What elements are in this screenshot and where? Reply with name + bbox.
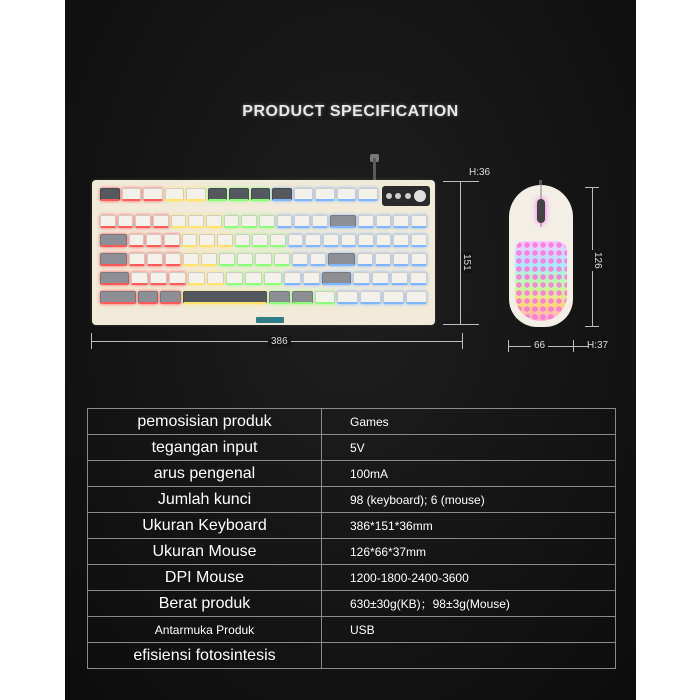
spec-value: 630±30g(KB)；98±3g(Mouse) — [322, 591, 616, 617]
spec-row — [88, 409, 616, 435]
keyboard-key — [393, 253, 409, 266]
keyboard-key — [294, 215, 310, 228]
keyboard-key — [375, 253, 391, 266]
keyboard-key — [224, 215, 240, 228]
keyboard-key — [235, 234, 251, 247]
keyboard-key — [292, 291, 313, 304]
keyboard-key — [315, 188, 335, 201]
spec-row — [88, 461, 616, 487]
keyboard-key — [150, 272, 167, 285]
keyboard-row — [100, 234, 427, 247]
keyboard-key — [100, 291, 136, 304]
spec-row — [88, 539, 616, 565]
keyboard-key — [353, 272, 370, 285]
keyboard-key — [160, 291, 181, 304]
spec-value: 1200-1800-2400-3600 — [322, 565, 616, 591]
keyboard-key — [217, 234, 233, 247]
keyboard-key — [274, 253, 290, 266]
keyboard-depth-label: 151 — [461, 254, 472, 271]
spec-value: USB — [322, 617, 616, 643]
keyboard-key — [358, 234, 374, 247]
spec-label: Berat produk — [88, 591, 322, 617]
keyboard-key — [251, 188, 271, 201]
spec-value: 98 (keyboard); 6 (mouse) — [322, 487, 616, 513]
keyboard-key — [411, 215, 427, 228]
keyboard-key — [171, 215, 187, 228]
media-button-icon — [395, 193, 401, 199]
keyboard-key — [410, 272, 427, 285]
spec-label: Ukuran Mouse — [88, 539, 322, 565]
keyboard-key — [100, 234, 127, 247]
keyboard-key — [337, 291, 358, 304]
mouse-image — [509, 185, 573, 327]
keyboard-key — [118, 215, 134, 228]
keyboard-key — [135, 215, 151, 228]
keyboard-key — [411, 253, 427, 266]
keyboard-key — [357, 253, 373, 266]
keyboard-key — [391, 272, 408, 285]
keyboard-key — [182, 234, 198, 247]
keyboard-key — [269, 291, 290, 304]
scroll-wheel-icon — [537, 199, 545, 223]
keyboard-key — [303, 272, 320, 285]
keyboard-key — [305, 234, 321, 247]
keyboard-key — [406, 291, 427, 304]
keyboard-key — [183, 291, 267, 304]
spec-value — [322, 643, 616, 669]
spec-label: Jumlah kunci — [88, 487, 322, 513]
keyboard-key — [229, 188, 249, 201]
spec-label: efisiensi fotosintesis — [88, 643, 322, 669]
keyboard-image — [92, 180, 435, 325]
mouse-length-label: 126 — [592, 252, 603, 269]
keyboard-key — [165, 188, 185, 201]
keyboard-row — [100, 188, 378, 201]
keyboard-key — [165, 253, 181, 266]
mouse-width-label: 66 — [531, 340, 548, 351]
dimension-tick — [443, 324, 479, 325]
keyboard-key — [237, 253, 253, 266]
keyboard-key — [337, 188, 357, 201]
keyboard-key — [264, 272, 281, 285]
spec-table — [87, 408, 616, 669]
keyboard-key — [131, 272, 148, 285]
spec-label: arus pengenal — [88, 461, 322, 487]
keyboard-key — [330, 215, 357, 228]
keyboard-key — [164, 234, 180, 247]
spec-label: pemosisian produk — [88, 409, 322, 435]
keyboard-key — [153, 215, 169, 228]
keyboard-row — [100, 272, 427, 285]
keyboard-key — [169, 272, 186, 285]
keyboard-key — [284, 272, 301, 285]
keyboard-key — [294, 188, 314, 201]
keyboard-key — [312, 215, 328, 228]
keyboard-key — [188, 215, 204, 228]
keyboard-key — [360, 291, 381, 304]
keyboard-key — [143, 188, 163, 201]
keyboard-key — [138, 291, 159, 304]
spec-row — [88, 617, 616, 643]
keyboard-key — [219, 253, 235, 266]
keyboard-key — [376, 215, 392, 228]
media-button-icon — [386, 193, 392, 199]
spec-label: DPI Mouse — [88, 565, 322, 591]
keyboard-key — [188, 272, 205, 285]
keyboard-key — [252, 234, 268, 247]
keyboard-key — [207, 272, 224, 285]
keyboard-key — [272, 188, 292, 201]
spec-row — [88, 591, 616, 617]
mouse-height-label: H:37 — [587, 340, 609, 351]
keyboard-key — [411, 234, 427, 247]
media-knob-panel — [382, 186, 430, 206]
keyboard-cable — [373, 158, 376, 182]
spec-row — [88, 487, 616, 513]
volume-knob-icon — [414, 190, 426, 202]
keyboard-key — [277, 215, 293, 228]
keyboard-key — [129, 234, 145, 247]
media-button-icon — [405, 193, 411, 199]
keyboard-key — [208, 188, 228, 201]
keyboard-key — [100, 253, 127, 266]
keyboard-key — [122, 188, 142, 201]
keyboard-key — [201, 253, 217, 266]
keyboard-key — [393, 234, 409, 247]
keyboard-key — [226, 272, 243, 285]
keyboard-key — [245, 272, 262, 285]
spec-row — [88, 513, 616, 539]
keyboard-row — [100, 215, 427, 228]
keyboard-key — [358, 188, 378, 201]
keyboard-key — [310, 253, 326, 266]
spec-value: 126*66*37mm — [322, 539, 616, 565]
keyboard-key — [376, 234, 392, 247]
spec-label: tegangan input — [88, 435, 322, 461]
keyboard-logo-badge — [256, 317, 284, 323]
keyboard-key — [270, 234, 286, 247]
spec-row — [88, 565, 616, 591]
keyboard-key — [100, 188, 120, 201]
keyboard-key — [100, 272, 129, 285]
keyboard-key — [255, 253, 271, 266]
page-title: PRODUCT SPECIFICATION — [242, 103, 459, 120]
honeycomb-shell-icon — [515, 241, 567, 321]
dimension-tick — [574, 346, 588, 347]
spec-label: Antarmuka Produk — [88, 617, 322, 643]
keyboard-key — [328, 253, 355, 266]
keyboard-key — [322, 272, 351, 285]
spec-value: 100mA — [322, 461, 616, 487]
keyboard-key — [358, 215, 374, 228]
keyboard-key — [383, 291, 404, 304]
keyboard-key — [315, 291, 336, 304]
keyboard-height-label: H:36 — [469, 167, 491, 178]
keyboard-row — [100, 291, 427, 304]
product-spec-panel — [65, 0, 636, 700]
spec-value: Games — [322, 409, 616, 435]
keyboard-key — [372, 272, 389, 285]
spec-value: 5V — [322, 435, 616, 461]
keyboard-width-label: 386 — [268, 336, 291, 347]
keyboard-key — [393, 215, 409, 228]
keyboard-key — [146, 234, 162, 247]
keyboard-key — [183, 253, 199, 266]
spec-label: Ukuran Keyboard — [88, 513, 322, 539]
spec-value: 386*151*36mm — [322, 513, 616, 539]
spec-row — [88, 435, 616, 461]
keyboard-key — [341, 234, 357, 247]
keyboard-key — [129, 253, 145, 266]
keyboard-key — [147, 253, 163, 266]
keyboard-key — [241, 215, 257, 228]
dimension-tick — [443, 181, 479, 182]
keyboard-key — [323, 234, 339, 247]
keyboard-key — [186, 188, 206, 201]
keyboard-key — [199, 234, 215, 247]
keyboard-key — [259, 215, 275, 228]
keyboard-row — [100, 253, 427, 266]
keyboard-key — [100, 215, 116, 228]
spec-row — [88, 643, 616, 669]
keyboard-key — [206, 215, 222, 228]
keyboard-key — [292, 253, 308, 266]
keyboard-key — [288, 234, 304, 247]
